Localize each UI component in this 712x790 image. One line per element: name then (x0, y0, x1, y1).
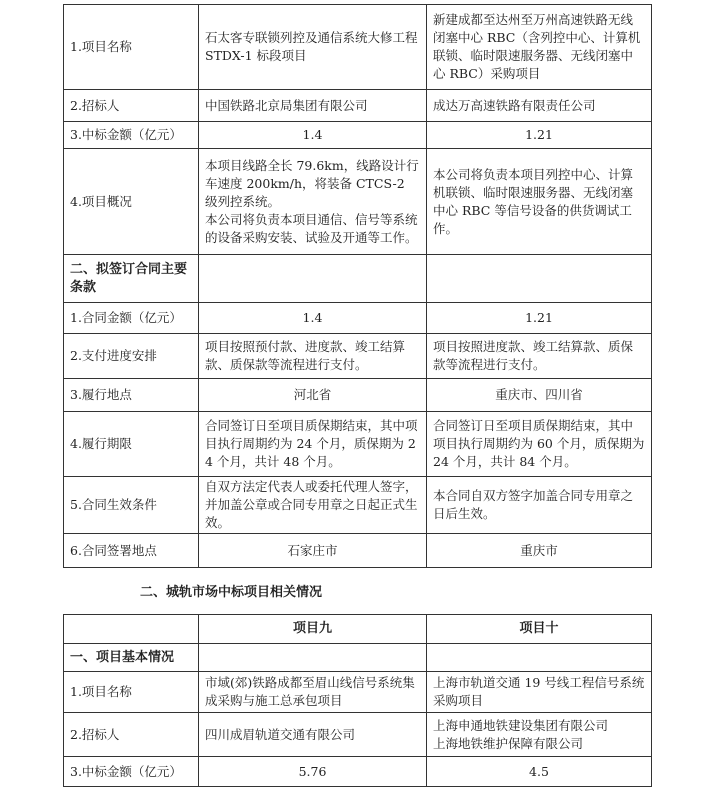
section-row (64, 644, 652, 672)
empty-cell (199, 644, 427, 672)
cell-project-a: 1.4 (199, 303, 427, 334)
row-label: 3.履行地点 (64, 379, 199, 412)
section-title: 二、城轨市场中标项目相关情况 (140, 585, 323, 600)
cell-project-a: 5.76 (199, 757, 427, 787)
empty-cell (427, 644, 652, 672)
row-label: 2.支付进度安排 (64, 334, 199, 379)
section-row (64, 255, 652, 303)
cell-project-b: 上海市轨道交通 19 号线工程信号系统采购项目 (427, 672, 652, 713)
cell-project-a: 合同签订日至项目质保期结束，其中项目执行周期约为 24 个月，质保期为 24 个月，共计 48 个月。 (199, 412, 427, 477)
cell-project-b: 本合同自双方签字加盖合同专用章之日后生效。 (427, 477, 652, 534)
contract-table-1 (63, 4, 652, 568)
column-header: 项目十 (427, 615, 652, 644)
empty-cell (199, 255, 427, 303)
row-label: 1.合同金额（亿元） (64, 303, 199, 334)
table-row (64, 379, 652, 412)
table-row (64, 672, 652, 713)
table-row (64, 412, 652, 477)
overview-paragraph: 本项目线路全长 79.6km，线路设计行车速度 200km/h，将装备 CTCS-2 级列控系统。 (205, 157, 419, 209)
cell-project-a: 石家庄市 (199, 534, 427, 568)
cell-project-b: 1.21 (427, 303, 652, 334)
cell-project-a: 河北省 (199, 379, 427, 412)
table-row (64, 149, 652, 255)
cell-project-b: 本公司将负责本项目列控中心、计算机联锁、临时限速服务器、无线闭塞中心 RBC 等信号设备的供货调试工作。 (427, 149, 652, 255)
cell-project-a: 1.4 (199, 122, 427, 149)
section-heading: 一、项目基本情况 (64, 644, 199, 672)
cell-project-b: 新建成都至达州至万州高速铁路无线闭塞中心 RBC（含列控中心、计算机联锁、临时限速服务器、无线闭塞中心 RBC）采购项目 (427, 5, 652, 90)
cell-project-b: 成达万高速铁路有限责任公司 (427, 90, 652, 122)
row-label: 1.项目名称 (64, 5, 199, 90)
empty-cell (427, 255, 652, 303)
tenderer-name: 上海地铁维护保障有限公司 (433, 735, 584, 751)
row-label: 2.招标人 (64, 90, 199, 122)
cell-project-a: 中国铁路北京局集团有限公司 (199, 90, 427, 122)
header-row (64, 615, 652, 644)
cell-project-b: 1.21 (427, 122, 652, 149)
empty-cell (64, 615, 199, 644)
row-label: 2.招标人 (64, 713, 199, 757)
cell-project-b: 合同签订日至项目质保期结束，其中项目执行周期约为 60 个月，质保期为 24 个月，共计 84 个月。 (427, 412, 652, 477)
table-row (64, 334, 652, 379)
row-label: 4.项目概况 (64, 149, 199, 255)
cell-project-b (427, 713, 652, 757)
tenderer-name: 上海申通地铁建设集团有限公司 (433, 717, 609, 733)
cell-project-a: 自双方法定代表人或委托代理人签字，并加盖公章或合同专用章之日起正式生效。 (199, 477, 427, 534)
contract-table-2 (63, 614, 652, 787)
table-row (64, 5, 652, 90)
row-label: 6.合同签署地点 (64, 534, 199, 568)
cell-project-b: 重庆市、四川省 (427, 379, 652, 412)
cell-project-a (199, 149, 427, 255)
table-row (64, 713, 652, 757)
table-row (64, 122, 652, 149)
row-label: 4.履行期限 (64, 412, 199, 477)
column-header: 项目九 (199, 615, 427, 644)
row-label: 1.项目名称 (64, 672, 199, 713)
cell-project-a: 项目按照预付款、进度款、竣工结算款、质保款等流程进行支付。 (199, 334, 427, 379)
row-label: 5.合同生效条件 (64, 477, 199, 534)
row-label: 3.中标金额（亿元） (64, 122, 199, 149)
cell-project-a: 石太客专联锁列控及通信系统大修工程 STDX-1 标段项目 (199, 5, 427, 90)
table-row (64, 477, 652, 534)
overview-paragraph: 本公司将负责本项目通信、信号等系统的设备采购安装、试验及开通等工作。 (205, 211, 418, 245)
table-row (64, 757, 652, 787)
cell-project-b: 4.5 (427, 757, 652, 787)
table-row (64, 90, 652, 122)
cell-project-b: 项目按照进度款、竣工结算款、质保款等流程进行支付。 (427, 334, 652, 379)
cell-project-a: 四川成眉轨道交通有限公司 (199, 713, 427, 757)
table-row (64, 303, 652, 334)
row-label: 3.中标金额（亿元） (64, 757, 199, 787)
section-heading: 二、拟签订合同主要条款 (64, 255, 199, 303)
cell-project-b: 重庆市 (427, 534, 652, 568)
table-row (64, 534, 652, 568)
cell-project-a: 市域(郊)铁路成都至眉山线信号系统集成采购与施工总承包项目 (199, 672, 427, 713)
